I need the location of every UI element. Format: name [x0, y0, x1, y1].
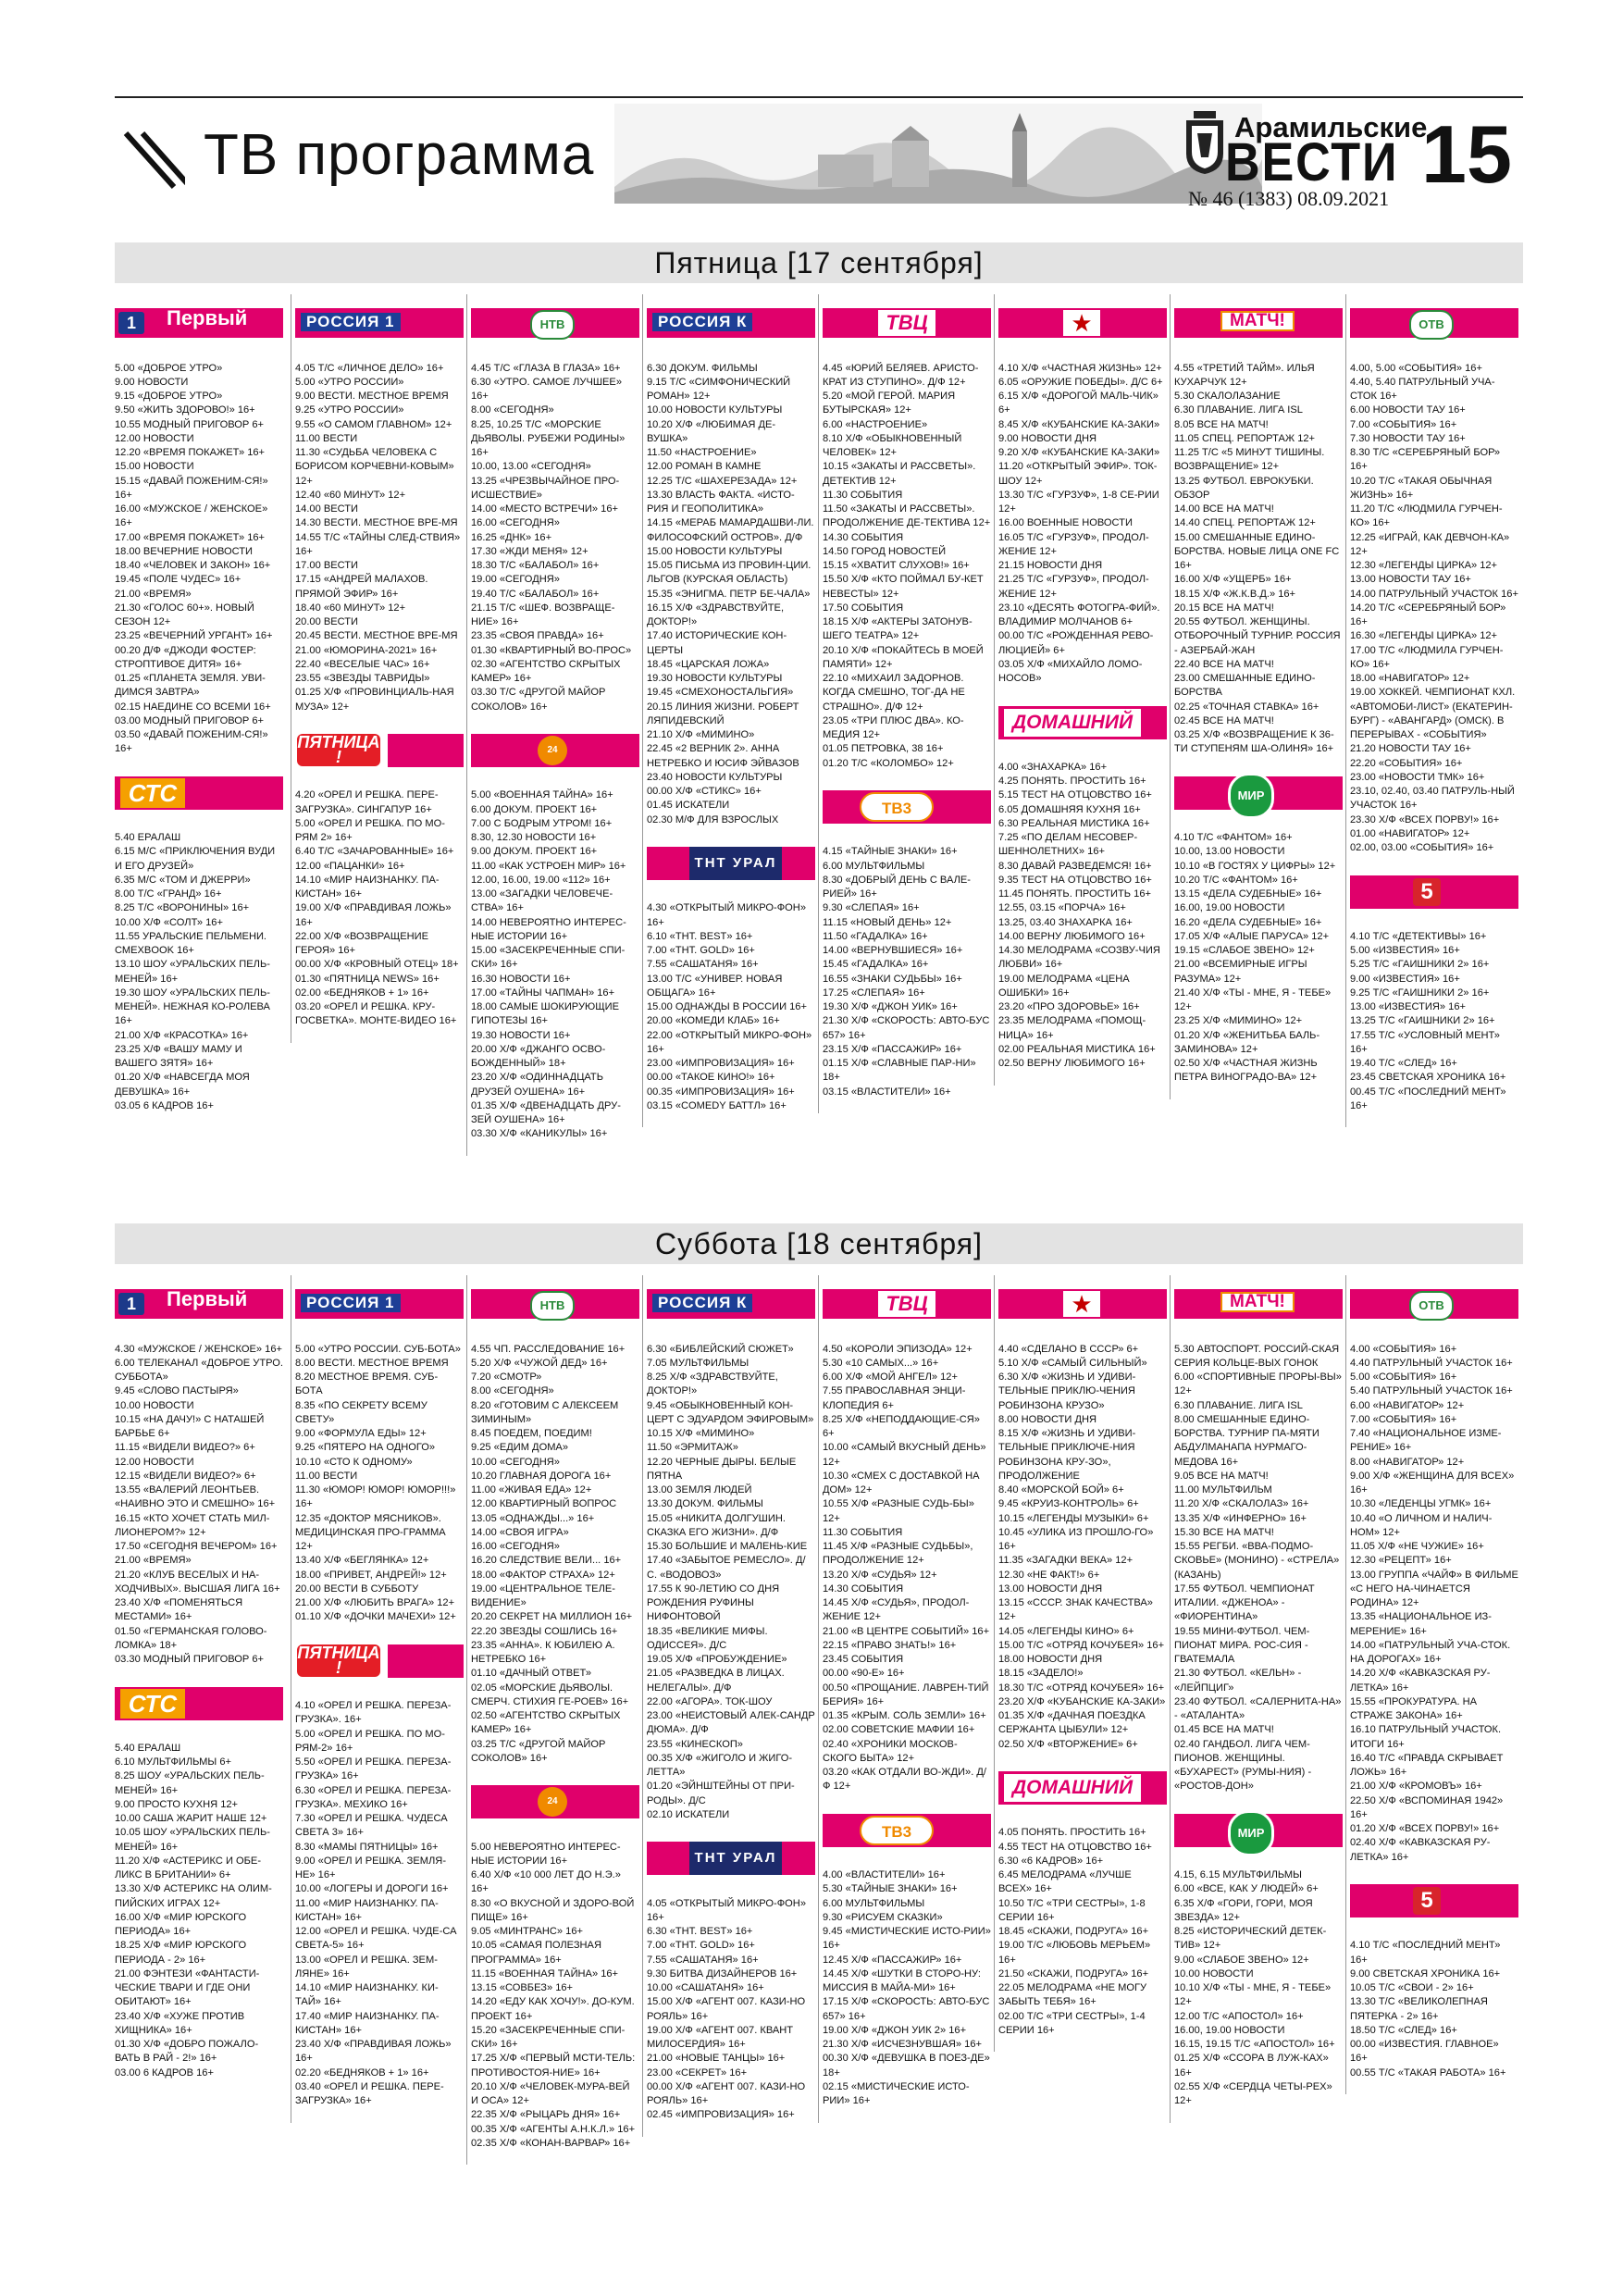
- channel-header-otv: [1350, 1289, 1518, 1319]
- channel-header-ren: [471, 1785, 639, 1818]
- schedule-text: 5.00 «ВОЕННАЯ ТАЙНА» 16+ 6.00 ДОКУМ. ПРОЕКТ 16+ 7.00 С БОДРЫМ УТРОМ! 16+ 8.30, 12.30 НОВОСТИ 16+ 9.00 ДОКУМ. ПРОЕКТ 16+ 11.00 «КАК УСТРОЕН МИР» 16+ 12.00, 16.00, 19.00 «112» 16+ 13.00 «ЗАГАДКИ ЧЕЛОВЕЧЕ-СТВА» 16+ 14.00 НЕВЕРОЯТНО ИНТЕРЕС-НЫЕ ИСТОРИИ 16+ 15.00 «ЗАСЕКРЕЧЕННЫЕ СПИ-СКИ» 16+ 16.30 НОВОСТИ 16+ 17.00 «ТАЙНЫ ЧАПМАН» 16+ 18.00 САМЫЕ ШОКИРУЮЩИЕ ГИПОТЕЗЫ 16+ 19.30 НОВОСТИ 16+ 20.00 Х/Ф «ДЖАНГО ОСВО-БОЖДЕННЫЙ» 18+ 23.20 Х/Ф «ОДИННАДЦАТЬ ДРУЗЕЙ ОУШЕНА» 16+ 01.35 Х/Ф «ДВЕНАДЦАТЬ ДРУ-ЗЕЙ ОУШЕНА» 16+ 03.30 Х/Ф «КАНИКУЛЫ» 16+: [471, 789, 626, 1140]
- schedule-text: 5.40 ЕРАЛАШ 6.10 МУЛЬТФИЛЬМЫ 6+ 8.25 ШОУ «УРАЛЬСКИХ ПЕЛЬ-МЕНЕЙ» 16+ 9.00 ПРОСТО КУХНЯ 12+ 10.00 САША ЖАРИТ НАШЕ 12+ 10.05 ШОУ «УРАЛЬСКИХ ПЕЛЬ-МЕНЕЙ» 16+ 11.20 Х/Ф «АСТЕРИКС И ОБЕ-ЛИКС В БРИТАНИИ» 6+ 13.30 Х/Ф АСТЕРИКС НА ОЛИМ-ПИЙСКИХ ИГРАХ 12+ 16.00 Х/Ф «МИР ЮРСКОГО ПЕРИОДА» 16+ 18.25 Х/Ф «МИР ЮРСКОГО ПЕРИОДА - 2» 16+ 21.00 ФЭНТЕЗИ «ФАНТАСТИ-ЧЕСКИЕ ТВАРИ И ГДЕ ОНИ ОБИТАЮТ» 16+ 23.40 Х/Ф «ХУЖЕ ПРОТИВ ХИЩНИКА» 16+ 01.30 Х/Ф «ДОБРО ПОЖАЛО-ВАТЬ В РАЙ - 2!» 16+ 03.00 6 КАДРОВ 16+: [115, 1742, 272, 2079]
- channel-name: МАТЧ!: [1220, 1292, 1295, 1311]
- channel-column: [818, 1275, 991, 2123]
- channel-header-zvezda: [998, 1289, 1167, 1319]
- schedule-text: 4.50 «КОРОЛИ ЭПИЗОДА» 12+ 5.30 «10 САМЫХ...» 16+ 6.00 Х/Ф «МОЙ АНГЕЛ» 12+ 7.55 ПРАВОСЛАВНАЯ ЭНЦИ-КЛОПЕДИЯ 6+ 8.25 Х/Ф «НЕПОДДАЮЩИЕ-СЯ» 6+ 10.00 «САМЫЙ ВКУСНЫЙ ДЕНЬ» 12+ 10.30 «СМЕХ С ДОСТАВКОЙ НА ДОМ» 12+ 10.55 Х/Ф «РАЗНЫЕ СУДЬ-БЫ» 12+ 11.30 СОБЫТИЯ 11.45 Х/Ф «РАЗНЫЕ СУДЬБЫ», ПРОДОЛЖЕНИЕ 12+ 13.20 Х/Ф «СУДЬЯ» 12+ 14.30 СОБЫТИЯ 14.45 Х/Ф «СУДЬЯ», ПРОДОЛ-ЖЕНИЕ 12+ 21.00 «В ЦЕНТРЕ СОБЫТИЙ» 16+ 22.15 «ПРАВО ЗНАТЬ!» 16+ 23.45 СОБЫТИЯ 00.00 «90-Е» 16+ 00.50 «ПРОЩАНИЕ. ЛАВРЕН-ТИЙ БЕРИЯ» 16+ 01.35 «КРЫМ. СОЛЬ ЗЕМЛИ» 16+ 02.00 СОВЕТСКИЕ МАФИИ 16+ 02.40 «ХРОНИКИ МОСКОВ-СКОГО БЫТА» 12+ 03.20 «КАК ОТДАЛИ ВО-ЖДИ». Д/Ф 12+: [823, 1343, 990, 1793]
- schedule-text: 4.00, 5.00 «СОБЫТИЯ» 16+ 4.40, 5.40 ПАТРУЛЬНЫЙ УЧА-СТОК 16+ 6.00 НОВОСТИ ТАУ 16+ 7.00 «СОБЫТИЯ» 16+ 7.30 НОВОСТИ ТАУ 16+ 8.30 Т/С «СЕРЕБРЯНЫЙ БОР» 16+ 10.20 Т/С «ТАКАЯ ОБЫЧНАЯ ЖИЗНЬ» 16+ 11.20 Т/С «ЛЮДМИЛА ГУРЧЕН-КО» 16+ 12.25 «ИГРАЙ, КАК ДЕВЧОН-КА» 12+ 12.30 «ЛЕГЕНДЫ ЦИРКА» 12+ 13.00 НОВОСТИ ТАУ 16+ 14.00 ПАТРУЛЬНЫЙ УЧАСТОК 16+ 14.20 Т/С «СЕРЕБРЯНЫЙ БОР» 16+ 16.30 «ЛЕГЕНДЫ ЦИРКА» 12+ 17.00 Т/С «ЛЮДМИЛА ГУРЧЕН-КО» 16+ 18.00 «НАВИГАТОР» 12+ 19.00 ХОККЕЙ. ЧЕМПИОНАТ КХЛ. «АВТОМОБИ-ЛИСТ» (ЕКАТЕРИН-БУРГ) - «АВАНГАРД» (ОМСК). В ПЕРЕРЫВАХ - «СОБЫТИЯ» 21.20 НОВОСТИ ТАУ 16+ 22.20 «СОБЫТИЯ» 16+ 23.00 «НОВОСТИ ТМК» 16+ 23.10, 02.40, 03.40 ПАТРУЛЬ-НЫЙ УЧАСТОК 16+ 23.30 Х/Ф «ВСЕХ ПОРВУ!» 16+ 01.00 «НАВИГАТОР» 12+ 02.00, 03.00 «СОБЫТИЯ» 16+: [1350, 362, 1518, 853]
- channel-one-logo-icon: 1: [118, 1293, 144, 1315]
- channel-header-russia1: [295, 1289, 464, 1319]
- schedule-text: 5.30 АВТОСПОРТ. РОССИЙ-СКАЯ СЕРИЯ КОЛЬЦЕ-ВЫХ ГОНОК 6.00 «СПОРТИВНЫЕ ПРОРЫ-ВЫ» 12+ 6.30 ПЛАВАНИЕ. ЛИГА ISL 8.00 СМЕШАННЫЕ ЕДИНО-БОРСТВА. ТУРНИР ПА-МЯТИ АБДУЛМАНАПА НУРМАГО-МЕДОВА 16+ 9.05 ВСЕ НА МАТЧ! 11.00 МУЛЬТФИЛЬМ 11.20 Х/Ф «СКАЛОЛАЗ» 16+ 13.35 Х/Ф «ИНФЕРНО» 16+ 15.30 ВСЕ НА МАТЧ! 15.55 РЕГБИ. «ВВА-ПОДМО-СКОВЬЕ» (МОНИНО) - «СТРЕЛА» (КАЗАНЬ) 17.55 ФУТБОЛ. ЧЕМПИОНАТ ИТАЛИИ. «ДЖЕНОА» - «ФИОРЕНТИНА» 19.55 МИНИ-ФУТБОЛ. ЧЕМ-ПИОНАТ МИРА. РОС-СИЯ - ГВАТЕМАЛА 21.30 ФУТБОЛ. «КЕЛЬН» - «ЛЕЙПЦИГ» 23.40 ФУТБОЛ. «САЛЕРНИТА-НА» - «АТАЛАНТА» 01.45 ВСЕ НА МАТЧ! 02.40 ГАНДБОЛ. ЛИГА ЧЕМ-ПИОНОВ. ЖЕНЩИНЫ. «БУХАРЕСТ» (РУМЫ-НИЯ) - «РОСТОВ-ДОН»: [1174, 1343, 1342, 1793]
- day-label: Суббота [18 сентября]: [654, 1227, 983, 1260]
- schedule-text: 4.55 ЧП. РАССЛЕДОВАНИЕ 16+ 5.20 Х/Ф «ЧУЖОЙ ДЕД» 16+ 7.20 «СМОТР» 8.00 «СЕГОДНЯ» 8.20 «ГОТОВИМ С АЛЕКСЕЕМ ЗИМИНЫМ» 8.45 ПОЕДЕМ, ПОЕДИМ! 9.25 «ЕДИМ ДОМА» 10.00 «СЕГОДНЯ» 10.20 ГЛАВНАЯ ДОРОГА 16+ 11.00 «ЖИВАЯ ЕДА» 12+ 12.00 КВАРТИРНЫЙ ВОПРОС 13.05 «ОДНАЖДЫ...» 16+ 14.00 «СВОЯ ИГРА» 16.00 «СЕГОДНЯ» 16.20 СЛЕДСТВИЕ ВЕЛИ... 16+ 18.00 «ФАКТОР СТРАХА» 12+ 19.00 «ЦЕНТРАЛЬНОЕ ТЕЛЕ-ВИДЕНИЕ» 20.20 СЕКРЕТ НА МИЛЛИОН 16+ 22.20 ЗВЕЗДЫ СОШЛИСЬ 16+ 23.35 «АННА». К ЮБИЛЕЮ А. НЕТРЕБКО 16+ 01.10 «ДАЧНЫЙ ОТВЕТ» 02.05 «МОРСКИЕ ДЬЯВОЛЫ. СМЕРЧ. СТИХИЯ ГЕ-РОЕВ» 16+ 02.50 «АГЕНТСТВО СКРЫТЫХ КАМЕР» 16+ 03.25 Т/С «ДРУГОЙ МАЙОР СОКОЛОВ» 16+: [471, 1343, 633, 1764]
- channel-column: [994, 1275, 1167, 2052]
- channel-column: [1345, 1275, 1518, 2094]
- channel-name: ТВЦ: [878, 1291, 935, 1317]
- channel-header-5: [1350, 875, 1518, 909]
- schedule-text: 4.30 «МУЖСКОЕ / ЖЕНСКОЕ» 16+ 6.00 ТЕЛЕКАНАЛ «ДОБРОЕ УТРО. СУББОТА» 9.45 «СЛОВО ПАСТЫРЯ» 10.00 НОВОСТИ 10.15 «НА ДАЧУ!» С НАТАШЕЙ БАРБЬЕ 6+ 11.15 «ВИДЕЛИ ВИДЕО?» 6+ 12.00 НОВОСТИ 12.15 «ВИДЕЛИ ВИДЕО?» 6+ 13.55 «ВАЛЕРИЙ ЛЕОНТЬЕВ. «НАИВНО ЭТО И СМЕШНО» 16+ 16.15 «КТО ХОЧЕТ СТАТЬ МИЛ-ЛИОНЕРОМ?» 12+ 17.50 «СЕГОДНЯ ВЕЧЕРОМ» 16+ 21.00 «ВРЕМЯ» 21.20 «КЛУБ ВЕСЕЛЫХ И НА-ХОДЧИВЫХ». ВЫСШАЯ ЛИГА 16+ 23.40 Х/Ф «ПОМЕНЯТЬСЯ МЕСТАМИ» 16+ 01.50 «ГЕРМАНСКАЯ ГОЛОВО-ЛОМКА» 18+ 03.30 МОДНЫЙ ПРИГОВОР 6+: [115, 1343, 283, 1665]
- channel-header-stc: [115, 1687, 283, 1720]
- channel-header-pyatnica: [295, 1644, 464, 1678]
- channel-column: [466, 294, 639, 1156]
- channel-name: РОССИЯ К: [652, 1294, 752, 1311]
- channel-name: ДОМАШНИЙ: [1004, 1774, 1141, 1802]
- channel-header-ntv: [471, 1289, 639, 1319]
- channel-header-domashny: [998, 1771, 1167, 1805]
- channel-name: РОССИЯ К: [652, 313, 752, 330]
- channel-name: НТВ: [530, 1291, 575, 1321]
- channel-header-tnt-ural: [647, 1842, 815, 1875]
- channel-column: [115, 1275, 283, 2094]
- channel-name: Первый: [167, 306, 248, 330]
- channel-name: ТВ3: [860, 792, 934, 822]
- channel-name: ТНТ УРАЛ: [689, 847, 782, 880]
- schedule-text: 4.40 «СДЕЛАНО В СССР» 6+ 5.10 Х/Ф «САМЫЙ СИЛЬНЫЙ» 6.30 Х/Ф «ЖИЗНЬ И УДИВИ-ТЕЛЬНЫЕ ПРИКЛЮ-ЧЕНИЯ РОБИНЗОНА КРУЗО» 8.00 НОВОСТИ ДНЯ 8.15 Х/Ф «ЖИЗНЬ И УДИВИ-ТЕЛЬНЫЕ ПРИКЛЮЧЕ-НИЯ РОБИНЗОНА КРУ-ЗО», ПРОДОЛЖЕНИЕ 8.40 «МОРСКОЙ БОЙ» 6+ 9.45 «КРУИЗ-КОНТРОЛЬ» 6+ 10.15 «ЛЕГЕНДЫ МУЗЫКИ» 6+ 10.45 «УЛИКА ИЗ ПРОШЛО-ГО» 16+ 11.35 «ЗАГАДКИ ВЕКА» 12+ 12.30 «НЕ ФАКТ!» 6+ 13.00 НОВОСТИ ДНЯ 13.15 «СССР. ЗНАК КАЧЕСТВА» 12+ 14.05 «ЛЕГЕНДЫ КИНО» 6+ 15.00 Т/С «ОТРЯД КОЧУБЕЯ» 16+ 18.00 НОВОСТИ ДНЯ 18.15 «ЗАДЕЛО!» 18.30 Т/С «ОТРЯД КОЧУБЕЯ» 16+ 23.20 Х/Ф «КУБАНСКИЕ КА-ЗАКИ» 01.35 Х/Ф «ДАЧНАЯ ПОЕЗДКА СЕРЖАНТА ЦЫБУЛИ» 12+ 02.50 Х/Ф «ВТОРЖЕНИЕ» 6+: [998, 1343, 1166, 1750]
- channel-name: 5: [1413, 1887, 1441, 1915]
- channel-header-tv3: [823, 1814, 991, 1847]
- day-bar-saturday: [115, 1223, 1523, 1264]
- page-header: [115, 91, 1523, 211]
- schedule-text: 4.45 Т/С «ГЛАЗА В ГЛАЗА» 16+ 6.30 «УТРО. САМОЕ ЛУЧШЕЕ» 16+ 8.00 «СЕГОДНЯ» 8.25, 10.25 Т/С «МОРСКИЕ ДЬЯВОЛЫ. РУБЕЖИ РОДИНЫ» 16+ 10.00, 13.00 «СЕГОДНЯ» 13.25 «ЧРЕЗВЫЧАЙНОЕ ПРО-ИСШЕСТВИЕ» 14.00 «МЕСТО ВСТРЕЧИ» 16+ 16.00 «СЕГОДНЯ» 16.25 «ДНК» 16+ 17.30 «ЖДИ МЕНЯ» 12+ 18.30 Т/С «БАЛАБОЛ» 16+ 19.00 «СЕГОДНЯ» 19.40 Т/С «БАЛАБОЛ» 16+ 21.15 Т/С «ШЕФ. ВОЗВРАЩЕ-НИЕ» 16+ 23.35 «СВОЯ ПРАВДА» 16+ 01.30 «КВАРТИРНЫЙ ВО-ПРОС» 02.30 «АГЕНТСТВО СКРЫТЫХ КАМЕР» 16+ 03.30 Т/С «ДРУГОЙ МАЙОР СОКОЛОВ» 16+: [471, 362, 632, 713]
- channel-name: МИР: [1228, 773, 1274, 819]
- star-icon: ★: [1063, 1291, 1100, 1317]
- schedule-text: 5.00 НЕВЕРОЯТНО ИНТЕРЕС-НЫЕ ИСТОРИИ 16+ 6.40 Х/Ф «10 000 ЛЕТ ДО Н.Э.» 16+ 8.30 «О ВКУСНОЙ И ЗДОРО-ВОЙ ПИЩЕ» 16+ 9.05 «МИНТРАНС» 16+ 10.05 «САМАЯ ПОЛЕЗНАЯ ПРОГРАММА» 16+ 11.15 «ВОЕННАЯ ТАЙНА» 16+ 13.15 «СОВБЕЗ» 16+ 14.20 «ЕДУ КАК ХОЧУ!». ДО-КУМ. ПРОЕКТ 16+ 15.20 «ЗАСЕКРЕЧЕННЫЕ СПИ-СКИ» 16+ 17.25 Х/Ф «ПЕРВЫЙ МСТИ-ТЕЛЬ: ПРОТИВОСТОЯ-НИЕ» 16+ 20.10 Х/Ф «ЧЕЛОВЕК-МУРА-ВЕЙ И ОСА» 12+ 22.35 Х/Ф «РЫЦАРЬ ДНЯ» 16+ 00.35 Х/Ф «АГЕНТЫ А.Н.К.Л.» 16+ 02.35 Х/Ф «КОНАН-ВАРВАР» 16+: [471, 1841, 636, 2149]
- channel-header-pervy: [115, 1289, 283, 1319]
- channel-name: СТС: [120, 1689, 185, 1719]
- channel-name: СТС: [120, 778, 185, 808]
- schedule-text: 4.20 «ОРЕЛ И РЕШКА. ПЕРЕ-ЗАГРУЗКА». СИНГАПУР 16+ 5.00 «ОРЕЛ И РЕШКА. ПО МО-РЯМ 2» 16+ 6.40 Т/С «ЗАЧАРОВАННЫЕ» 16+ 12.00 «ПАЦАНКИ» 16+ 14.10 «МИР НАИЗНАНКУ. ПА-КИСТАН» 16+ 19.00 Х/Ф «ПРАВДИВАЯ ЛОЖЬ» 16+ 22.00 Х/Ф «ВОЗВРАЩЕНИЕ ГЕРОЯ» 16+ 00.00 Х/Ф «КРОВНЫЙ ОТЕЦ» 18+ 01.30 «ПЯТНИЦА NEWS» 16+ 02.00 «БЕДНЯКОВ + 1» 16+ 03.20 «ОРЕЛ И РЕШКА. КРУ-ГОСВЕТКА». МОНТЕ-ВИДЕО 16+: [295, 789, 459, 1027]
- schedule-text: 4.15, 6.15 МУЛЬТФИЛЬМЫ 6.00 «ВСЕ, КАК У ЛЮДЕЙ» 6+ 6.35 Х/Ф «ГОРИ, ГОРИ, МОЯ ЗВЕЗДА» 12+ 8.25 «ИСТОРИЧЕСКИЙ ДЕТЕК-ТИВ» 12+ 9.00 «СЛАБОЕ ЗВЕНО» 12+ 10.00 НОВОСТИ 10.10 Х/Ф «ТЫ - МНЕ, Я - ТЕБЕ» 12+ 12.00 Т/С «АПОСТОЛ» 16+ 16.00, 19.00 НОВОСТИ 16.15, 19.15 Т/С «АПОСТОЛ» 16+ 01.25 Х/Ф «ССОРА В ЛУЖ-КАХ» 16+ 02.55 Х/Ф «СЕРДЦА ЧЕТЫ-РЕХ» 12+: [1174, 1869, 1335, 2106]
- schedule-text: 4.45 «ЮРИЙ БЕЛЯЕВ. АРИСТО-КРАТ ИЗ СТУПИНО». Д/Ф 12+ 5.20 «МОЙ ГЕРОЙ. МАРИЯ БУТЫРСКАЯ» 12+ 6.00 «НАСТРОЕНИЕ» 8.10 Х/Ф «ОБЫКНОВЕННЫЙ ЧЕЛОВЕК» 12+ 10.15 «ЗАКАТЫ И РАССВЕТЫ». ДЕТЕКТИВ 12+ 11.30 СОБЫТИЯ 11.50 «ЗАКАТЫ И РАССВЕТЫ». ПРОДОЛЖЕНИЕ ДЕ-ТЕКТИВА 12+ 14.30 СОБЫТИЯ 14.50 ГОРОД НОВОСТЕЙ 15.15 «ХВАТИТ СЛУХОВ!» 16+ 15.50 Х/Ф «КТО ПОЙМАЛ БУ-КЕТ НЕВЕСТЫ» 12+ 17.50 СОБЫТИЯ 18.15 Х/Ф «АКТЕРЫ ЗАТОНУВ-ШЕГО ТЕАТРА» 12+ 20.10 Х/Ф «ПОКАЙТЕСЬ В МОЕЙ ПАМЯТИ» 12+ 22.10 «МИХАИЛ ЗАДОРНОВ. КОГДА СМЕШНО, ТОГ-ДА НЕ СТРАШНО». Д/Ф 12+ 23.05 «ТРИ ПЛЮС ДВА». КО-МЕДИЯ 12+ 01.05 ПЕТРОВКА, 38 16+ 01.20 Т/С «КОЛОМБО» 12+: [823, 362, 991, 769]
- page-number: 15: [1421, 108, 1512, 200]
- star-icon: ★: [1063, 310, 1100, 336]
- channel-column: [642, 294, 815, 1127]
- channel-name: РОССИЯ 1: [301, 313, 401, 330]
- channel-header-match: [1174, 1289, 1343, 1319]
- schedule-text: 5.00 «ДОБРОЕ УТРО» 9.00 НОВОСТИ 9.15 «ДОБРОЕ УТРО» 9.50 «ЖИТЬ ЗДОРОВО!» 16+ 10.55 МОДНЫЙ ПРИГОВОР 6+ 12.00 НОВОСТИ 12.20 «ВРЕМЯ ПОКАЖЕТ» 16+ 15.00 НОВОСТИ 15.15 «ДАВАЙ ПОЖЕНИМ-СЯ!» 16+ 16.00 «МУЖСКОЕ / ЖЕНСКОЕ» 16+ 17.00 «ВРЕМЯ ПОКАЖЕТ» 16+ 18.00 ВЕЧЕРНИЕ НОВОСТИ 18.40 «ЧЕЛОВЕК И ЗАКОН» 16+ 19.45 «ПОЛЕ ЧУДЕС» 16+ 21.00 «ВРЕМЯ» 21.30 «ГОЛОС 60+». НОВЫЙ СЕЗОН 12+ 23.25 «ВЕЧЕРНИЙ УРГАНТ» 16+ 00.20 Д/Ф «ДЖОДИ ФОСТЕР: СТРОПТИВОЕ ДИТЯ» 16+ 01.25 «ПЛАНЕТА ЗЕМЛЯ. УВИ-ДИМСЯ ЗАВТРА» 02.15 НАЕДИНЕ СО ВСЕМИ 16+ 03.00 МОДНЫЙ ПРИГОВОР 6+ 03.50 «ДАВАЙ ПОЖЕНИМ-СЯ!» 16+: [115, 362, 273, 755]
- channel-name: ПЯТНИЦА!: [297, 733, 380, 766]
- channel-header-ren: [471, 734, 639, 767]
- schedule-text: 4.00 «ЗНАХАРКА» 16+ 4.25 ПОНЯТЬ. ПРОСТИТЬ 16+ 5.15 ТЕСТ НА ОТЦОВСТВО 16+ 6.05 ДОМАШНЯЯ КУХНЯ 16+ 6.30 РЕАЛЬНАЯ МИСТИКА 16+ 7.25 «ПО ДЕЛАМ НЕСОВЕР-ШЕННОЛЕТНИХ» 16+ 8.30 ДАВАЙ РАЗВЕДЕМСЯ! 16+ 9.35 ТЕСТ НА ОТЦОВСТВО 16+ 11.45 ПОНЯТЬ. ПРОСТИТЬ 16+ 12.55, 03.15 «ПОРЧА» 16+ 13.25, 03.40 ЗНАХАРКА 16+ 14.00 ВЕРНУ ЛЮБИМОГО 16+ 14.30 МЕЛОДРАМА «СОЗВУ-ЧИЯ ЛЮБВИ» 16+ 19.00 МЕЛОДРАМА «ЦЕНА ОШИБКИ» 16+ 23.20 «ПРО ЗДОРОВЬЕ» 16+ 23.35 МЕЛОДРАМА «ПОМОЩ-НИЦА» 16+ 02.00 РЕАЛЬНАЯ МИСТИКА 16+ 02.50 ВЕРНУ ЛЮБИМОГО 16+: [998, 761, 1160, 1069]
- top-rule: [115, 96, 1523, 98]
- channel-header-5: [1350, 1884, 1518, 1917]
- channel-header-tvc: [823, 308, 991, 338]
- channel-header-zvezda: [998, 308, 1167, 338]
- channel-name: ТВ3: [860, 1816, 934, 1845]
- channel-name: ПЯТНИЦА!: [297, 1643, 380, 1677]
- channel-header-pyatnica: [295, 734, 464, 767]
- channel-column: [291, 1275, 464, 2123]
- schedule-text: 4.15 «ТАЙНЫЕ ЗНАКИ» 16+ 6.00 МУЛЬТФИЛЬМЫ 8.30 «ДОБРЫЙ ДЕНЬ С ВАЛЕ-РИЕЙ» 16+ 9.30 «СЛЕПАЯ» 16+ 11.15 «НОВЫЙ ДЕНЬ» 12+ 11.50 «ГАДАЛКА» 16+ 14.00 «ВЕРНУВШИЕСЯ» 16+ 15.45 «ГАДАЛКА» 16+ 16.55 «ЗНАКИ СУДЬБЫ» 16+ 17.25 «СЛЕПАЯ» 16+ 19.30 Х/Ф «ДЖОН УИК» 16+ 21.30 Х/Ф «СКОРОСТЬ: АВТО-БУС 657» 16+ 23.15 Х/Ф «ПАССАЖИР» 16+ 01.15 Х/Ф «СЛАВНЫЕ ПАР-НИ» 18+ 03.15 «ВЛАСТИТЕЛИ» 16+: [823, 846, 990, 1098]
- day-label: Пятница [17 сентября]: [654, 246, 984, 279]
- channel-name: МАТЧ!: [1220, 311, 1295, 330]
- channel-header-tv3: [823, 790, 991, 824]
- channel-name: ТВЦ: [878, 310, 935, 336]
- channel-column: [1170, 1275, 1343, 2123]
- channel-column: [115, 294, 283, 1127]
- schedule-text: 4.55 «ТРЕТИЙ ТАЙМ». ИЛЬЯ КУХАРЧУК 12+ 5.30 СКАЛОЛАЗАНИЕ 6.30 ПЛАВАНИЕ. ЛИГА ISL 8.05 ВСЕ НА МАТЧ! 11.05 СПЕЦ. РЕПОРТАЖ 12+ 11.25 Т/С «5 МИНУТ ТИШИНЫ. ВОЗВРАЩЕНИЕ» 12+ 13.25 ФУТБОЛ. ЕВРОКУБКИ. ОБЗОР 14.00 ВСЕ НА МАТЧ! 14.40 СПЕЦ. РЕПОРТАЖ 12+ 15.00 СМЕШАННЫЕ ЕДИНО-БОРСТВА. НОВЫЕ ЛИЦА ONE FC 16+ 16.00 Х/Ф «УЩЕРБ» 16+ 18.15 Х/Ф «Ж.К.В.Д.» 16+ 20.15 ВСЕ НА МАТЧ! 20.55 ФУТБОЛ. ЖЕНЩИНЫ. ОТБОРОЧНЫЙ ТУРНИР. РОССИЯ - АЗЕРБАЙ-ЖАН 22.40 ВСЕ НА МАТЧ! 23.00 СМЕШАННЫЕ ЕДИНО-БОРСТВА 02.25 «ТОЧНАЯ СТАВКА» 16+ 02.45 ВСЕ НА МАТЧ! 03.25 Х/Ф «ВОЗВРАЩЕНИЕ К 36-ТИ СТУПЕНЯМ ША-ОЛИНЯ» 16+: [1174, 362, 1341, 755]
- schedule-text: 6.30 ДОКУМ. ФИЛЬМЫ 9.15 Т/С «СИМФОНИЧЕСКИЙ РОМАН» 12+ 10.00 НОВОСТИ КУЛЬТУРЫ 10.20 Х/Ф «ЛЮБИМАЯ ДЕ-ВУШКА» 11.50 «НАСТРОЕНИЕ» 12.00 РОМАН В КАМНЕ 12.25 Т/С «ШАХЕРЕЗАДА» 12+ 13.30 ВЛАСТЬ ФАКТА. «ИСТО-РИЯ И ГЕОПОЛИТИКА» 14.15 «МЕРАБ МАМАРДАШВИ-ЛИ. ФИЛОСОФСКИЙ ОСТРОВ». Д/Ф 15.00 НОВОСТИ КУЛЬТУРЫ 15.05 ПИСЬМА ИЗ ПРОВИН-ЦИИ. ЛЬГОВ (КУРСКАЯ ОБЛАСТЬ) 15.35 «ЭНИГМА. ПЕТР БЕ-ЧАЛА» 16.15 Х/Ф «ЗДРАВСТВУЙТЕ, ДОКТОР!» 17.40 ИСТОРИЧЕСКИЕ КОН-ЦЕРТЫ 18.45 «ЦАРСКАЯ ЛОЖА» 19.30 НОВОСТИ КУЛЬТУРЫ 19.45 «СМЕХОНОСТАЛЬГИЯ» 20.15 ЛИНИЯ ЖИЗНИ. РОБЕРТ ЛЯПИДЕВСКИЙ 21.10 Х/Ф «МИМИНО» 22.45 «2 ВЕРНИК 2». АННА НЕТРЕБКО И ЮСИФ ЭЙВАЗОВ 23.40 НОВОСТИ КУЛЬТУРЫ 00.00 Х/Ф «СТИКС» 16+ 01.45 ИСКАТЕЛИ 02.30 М/Ф ДЛЯ ВЗРОСЛЫХ: [647, 362, 814, 825]
- channel-header-stc: [115, 776, 283, 810]
- schedule-text: 4.05 «ОТКРЫТЫЙ МИКРО-ФОН» 16+ 6.30 «THT. BEST» 16+ 7.00 «THT. GOLD» 16+ 7.55 «САШАТАНЯ» 16+ 9.30 БИТВА ДИЗАЙНЕРОВ 16+ 10.00 «САШАТАНЯ» 16+ 15.00 Х/Ф «АГЕНТ 007. КАЗИ-НО РОЯЛЬ» 16+ 19.00 Х/Ф «АГЕНТ 007. КВАНТ МИЛОСЕРДИЯ» 16+ 21.00 «НОВЫЕ ТАНЦЫ» 16+ 23.00 «СЕКРЕТ» 16+ 00.00 Х/Ф «АГЕНТ 007. КАЗИ-НО РОЯЛЬ» 16+ 02.45 «ИМПРОВИЗАЦИЯ» 16+: [647, 1897, 806, 2121]
- schedule-text: 5.40 ЕРАЛАШ 6.15 М/С «ПРИКЛЮЧЕНИЯ ВУДИ И ЕГО ДРУЗЕЙ» 6.35 М/С «ТОМ И ДЖЕРРИ» 8.00 Т/С «ГРАНД» 16+ 8.25 Т/С «ВОРОНИНЫ» 16+ 10.00 Х/Ф «СОЛТ» 16+ 11.55 УРАЛЬСКИЕ ПЕЛЬМЕНИ. СМЕХBOOK 16+ 13.10 ШОУ «УРАЛЬСКИХ ПЕЛЬ-МЕНЕЙ» 16+ 19.30 ШОУ «УРАЛЬСКИХ ПЕЛЬ-МЕНЕЙ». НЕЖНАЯ КО-РОЛЕВА 16+ 21.00 Х/Ф «КРАСОТКА» 16+ 23.25 Х/Ф «ВАШУ МАМУ И ВАШЕГО ЗЯТЯ» 16+ 01.20 Х/Ф «НАВСЕГДА МОЯ ДЕВУШКА» 16+ 03.05 6 КАДРОВ 16+: [115, 832, 276, 1111]
- masthead-name: ВЕСТИ: [1225, 132, 1399, 192]
- channel-header-russia1: [295, 308, 464, 338]
- schedule-text: 4.00 «ВЛАСТИТЕЛИ» 16+ 5.30 «ТАЙНЫЕ ЗНАКИ» 16+ 6.00 МУЛЬТФИЛЬМЫ 9.30 «РИСУЕМ СКАЗКИ» 9.45 «МИСТИЧЕСКИЕ ИСТО-РИИ» 16+ 12.45 Х/Ф «ПАССАЖИР» 16+ 14.45 Х/Ф «ШУТКИ В СТОРО-НУ: МИССИЯ В МАЙА-МИ» 16+ 17.15 Х/Ф «СКОРОСТЬ: АВТО-БУС 657» 16+ 19.00 Х/Ф «ДЖОН УИК 2» 16+ 21.30 Х/Ф «ИСЧЕЗНУВШАЯ» 16+ 00.30 Х/Ф «ДЕВУШКА В ПОЕЗ-ДЕ» 18+ 02.15 «МИСТИЧЕСКИЕ ИСТО-РИИ» 16+: [823, 1869, 991, 2106]
- schedule-text: 4.10 Х/Ф «ЧАСТНАЯ ЖИЗНЬ» 12+ 6.05 «ОРУЖИЕ ПОБЕДЫ». Д/С 6+ 6.15 Х/Ф «ДОРОГОЙ МАЛЬ-ЧИК» 6+ 8.45 Х/Ф «КУБАНСКИЕ КА-ЗАКИ» 9.00 НОВОСТИ ДНЯ 9.20 Х/Ф «КУБАНСКИЕ КА-ЗАКИ» 11.20 «ОТКРЫТЫЙ ЭФИР». ТОК-ШОУ 12+ 13.30 Т/С «ГУРЗУФ», 1-8 СЕ-РИИ 12+ 16.00 ВОЕННЫЕ НОВОСТИ 16.05 Т/С «ГУРЗУФ», ПРОДОЛ-ЖЕНИЕ 12+ 21.15 НОВОСТИ ДНЯ 21.25 Т/С «ГУРЗУФ», ПРОДОЛ-ЖЕНИЕ 12+ 23.10 «ДЕСЯТЬ ФОТОГРА-ФИЙ». ВЛАДИМИР МОЛЧАНОВ 6+ 00.00 Т/С «РОЖДЕННАЯ РЕВО-ЛЮЦИЕЙ» 6+ 03.05 Х/Ф «МИХАЙЛО ЛОМО-НОСОВ»: [998, 362, 1163, 684]
- town-crest-icon: [1184, 111, 1225, 176]
- channel-column: [994, 294, 1167, 1086]
- schedule-grid-friday: [115, 294, 1523, 1220]
- channel-name: 24: [538, 1787, 567, 1817]
- schedule-text: 4.10 Т/С «ПОСЛЕДНИЙ МЕНТ» 16+ 9.00 СВЕТСКАЯ ХРОНИКА 16+ 10.05 Т/С «СВОИ - 2» 16+ 13.30 Т/С «ВЕЛИКОЛЕПНАЯ ПЯТЕРКА - 2» 16+ 18.50 Т/С «СЛЕД» 16+ 00.00 «ИЗВЕСТИЯ. ГЛАВНОЕ» 16+ 00.55 Т/С «ТАКАЯ РАБОТА» 16+: [1350, 1940, 1506, 2079]
- schedule-text: 6.30 «БИБЛЕЙСКИЙ СЮЖЕТ» 7.05 МУЛЬТФИЛЬМЫ 8.25 Х/Ф «ЗДРАВСТВУЙТЕ, ДОКТОР!» 9.45 «ОБЫКНОВЕННЫЙ КОН-ЦЕРТ С ЭДУАРДОМ ЭФИРОВЫМ» 10.15 Х/Ф «МИМИНО» 11.50 «ЭРМИТАЖ» 12.20 ЧЕРНЫЕ ДЫРЫ. БЕЛЫЕ ПЯТНА 13.00 ЗЕМЛЯ ЛЮДЕЙ 13.30 ДОКУМ. ФИЛЬМЫ 15.05 «НИКИТА ДОЛГУШИН. СКАЗКА ЕГО ЖИЗНИ». Д/Ф 15.30 БОЛЬШИЕ И МАЛЕНЬ-КИЕ 17.40 «ЗАБЫТОЕ РЕМЕСЛО». Д/С. «ВОДОВОЗ» 17.55 К 90-ЛЕТИЮ СО ДНЯ РОЖДЕНИЯ РУФИНЫ НИФОНТОВОЙ 18.35 «ВЕЛИКИЕ МИФЫ. ОДИССЕЯ». Д/С 19.05 Х/Ф «ПРОБУЖДЕНИЕ» 21.05 «РАЗВЕДКА В ЛИЦАХ. НЕЛЕГАЛЫ». Д/Ф 22.00 «АГОРА». ТОК-ШОУ 23.00 «НЕИСТОВЫЙ АЛЕК-САНДР ДЮМА». Д/Ф 23.55 «КИНЕСКОП» 00.35 Х/Ф «ЖИГОЛО И ЖИГО-ЛЕТТА» 01.20 «ЭЙНШТЕЙНЫ ОТ ПРИ-РОДЫ». Д/С 02.10 ИСКАТЕЛИ: [647, 1343, 815, 1820]
- schedule-text: 4.10 «ОРЕЛ И РЕШКА. ПЕРЕЗА-ГРУЗКА». 16+ 5.00 «ОРЕЛ И РЕШКА. ПО МО-РЯМ-2» 16+ 5.50 «ОРЕЛ И РЕШКА. ПЕРЕЗА-ГРУЗКА» 16+ 6.30 «ОРЕЛ И РЕШКА. ПЕРЕЗА-ГРУЗКА». МЕХИКО 16+ 7.30 «ОРЕЛ И РЕШКА. ЧУДЕСА СВЕТА 3» 16+ 8.30 «МАМЫ ПЯТНИЦЫ» 16+ 9.00 «ОРЕЛ И РЕШКА. ЗЕМЛЯ-НЕ» 16+ 10.00 «ЛОГЕРЫ И ДОРОГИ 16+ 11.00 «МИР НАИЗНАНКУ. ПА-КИСТАН» 16+ 12.00 «ОРЕЛ И РЕШКА. ЧУДЕ-СА СВЕТА-5» 16+ 13.00 «ОРЕЛ И РЕШКА. ЗЕМ-ЛЯНЕ» 16+ 14.10 «МИР НАИЗНАНКУ. КИ-ТАЙ» 16+ 17.40 «МИР НАИЗНАНКУ. ПА-КИСТАН» 16+ 23.40 Х/Ф «ПРАВДИВАЯ ЛОЖЬ» 16+ 02.20 «БЕДНЯКОВ + 1» 16+ 03.40 «ОРЕЛ И РЕШКА. ПЕРЕ-ЗАГРУЗКА» 16+: [295, 1700, 457, 2106]
- channel-header-match: [1174, 308, 1343, 338]
- channel-header-tnt-ural: [647, 847, 815, 880]
- channel-name: ОТВ: [1409, 310, 1454, 340]
- channel-name: 24: [538, 736, 567, 765]
- channel-header-russia-k: [647, 1289, 815, 1319]
- channel-header-tvc: [823, 1289, 991, 1319]
- newspaper-masthead: [1170, 98, 1521, 209]
- channel-header-mir: [1174, 1814, 1343, 1847]
- channel-name: ТНТ УРАЛ: [689, 1842, 782, 1875]
- masthead-town: Арамильские: [1234, 111, 1428, 143]
- channel-header-russia-k: [647, 308, 815, 338]
- channel-header-otv: [1350, 308, 1518, 338]
- channel-column: [466, 1275, 639, 2165]
- schedule-text: 4.10 Т/С «ФАНТОМ» 16+ 10.00, 13.00 НОВОСТИ 10.10 «В ГОСТЯХ У ЦИФРЫ» 12+ 10.20 Т/С «ФАНТОМ» 16+ 13.15 «ДЕЛА СУДЕБНЫЕ» 16+ 16.00, 19.00 НОВОСТИ 16.20 «ДЕЛА СУДЕБНЫЕ» 16+ 17.05 Х/Ф «АЛЫЕ ПАРУСА» 12+ 19.15 «СЛАБОЕ ЗВЕНО» 12+ 21.00 «ВСЕМИРНЫЕ ИГРЫ РАЗУМА» 12+ 21.40 Х/Ф «ТЫ - МНЕ, Я - ТЕБЕ» 12+ 23.25 Х/Ф «МИМИНО» 12+ 01.20 Х/Ф «ЖЕНИТЬБА БАЛЬ-ЗАМИНОВА» 12+ 02.50 Х/Ф «ЧАСТНАЯ ЖИЗНЬ ПЕТРА ВИНОГРАДО-ВА» 12+: [1174, 832, 1336, 1084]
- town-photo: [614, 104, 1262, 204]
- channel-column: [818, 294, 991, 1113]
- channel-name: ДОМАШНИЙ: [1004, 709, 1141, 737]
- day-bar-friday: [115, 242, 1523, 283]
- channel-header-pervy: [115, 308, 283, 338]
- schedule-text: 4.10 Т/С «ДЕТЕКТИВЫ» 16+ 5.00 «ИЗВЕСТИЯ» 16+ 5.25 Т/С «ГАИШНИКИ 2» 16+ 9.00 «ИЗВЕСТИЯ» 16+ 9.25 Т/С «ГАИШНИКИ 2» 16+ 13.00 «ИЗВЕСТИЯ» 16+ 13.25 Т/С «ГАИШНИКИ 2» 16+ 17.55 Т/С «УСЛОВНЫЙ МЕНТ» 16+ 19.40 Т/С «СЛЕД» 16+ 23.45 СВЕТСКАЯ ХРОНИКА 16+ 00.45 Т/С «ПОСЛЕДНИЙ МЕНТ» 16+: [1350, 930, 1506, 1111]
- schedule-text: 4.05 Т/С «ЛИЧНОЕ ДЕЛО» 16+ 5.00 «УТРО РОССИИ» 9.00 ВЕСТИ. МЕСТНОЕ ВРЕМЯ 9.25 «УТРО РОССИИ» 9.55 «О САМОМ ГЛАВНОМ» 12+ 11.00 ВЕСТИ 11.30 «СУДЬБА ЧЕЛОВЕКА С БОРИСОМ КОРЧЕВНИ-КОВЫМ» 12+ 12.40 «60 МИНУТ» 12+ 14.00 ВЕСТИ 14.30 ВЕСТИ. МЕСТНОЕ ВРЕ-МЯ 14.55 Т/С «ТАЙНЫ СЛЕД-СТВИЯ» 16+ 17.00 ВЕСТИ 17.15 «АНДРЕЙ МАЛАХОВ. ПРЯМОЙ ЭФИР» 16+ 18.40 «60 МИНУТ» 12+ 20.00 ВЕСТИ 20.45 ВЕСТИ. МЕСТНОЕ ВРЕ-МЯ 21.00 «ЮМОРИНА-2021» 16+ 22.40 «ВЕСЕЛЫЕ ЧАС» 16+ 23.55 «ЗВЕЗДЫ ТАВРИДЫ» 01.25 Х/Ф «ПРОВИНЦИАЛЬ-НАЯ МУЗА» 12+: [295, 362, 461, 713]
- channel-column: [291, 294, 464, 1043]
- channel-column: [642, 1275, 815, 2137]
- schedule-text: 5.00 «УТРО РОССИИ. СУБ-БОТА» 8.00 ВЕСТИ. МЕСТНОЕ ВРЕМЯ 8.20 МЕСТНОЕ ВРЕМЯ. СУБ-БОТА 8.35 «ПО СЕКРЕТУ ВСЕМУ СВЕТУ» 9.00 «ФОРМУЛА ЕДЫ» 12+ 9.25 «ПЯТЕРО НА ОДНОГО» 10.10 «СТО К ОДНОМУ» 11.00 ВЕСТИ 11.30 «ЮМОР! ЮМОР! ЮМОР!!!» 16+ 12.35 «ДОКТОР МЯСНИКОВ». МЕДИЦИНСКАЯ ПРО-ГРАММА 12+ 13.40 Х/Ф «БЕГЛЯНКА» 12+ 18.00 «ПРИВЕТ, АНДРЕЙ!» 12+ 20.00 ВЕСТИ В СУББОТУ 21.00 Х/Ф «ЛЮБИТЬ ВРАГА» 12+ 01.10 Х/Ф «ДОЧКИ МАЧЕХИ» 12+: [295, 1343, 461, 1623]
- channel-name: НТВ: [530, 310, 575, 340]
- schedule-grid-saturday: [115, 1275, 1523, 2284]
- channel-column: [1170, 294, 1343, 1099]
- schedule-text: 4.00 «СОБЫТИЯ» 16+ 4.40 ПАТРУЛЬНЫЙ УЧАСТОК 16+ 5.00 «СОБЫТИЯ» 16+ 5.40 ПАТРУЛЬНЫЙ УЧАСТОК 16+ 6.00 «НАВИГАТОР» 12+ 7.00 «СОБЫТИЯ» 16+ 7.40 «НАЦИОНАЛЬНОЕ ИЗМЕ-РЕНИЕ» 16+ 8.00 «НАВИГАТОР» 12+ 9.00 Х/Ф «ЖЕНЩИНА ДЛЯ ВСЕХ» 16+ 10.30 «ЛЕДЕНЦЫ УГМК» 16+ 10.40 «О ЛИЧНОМ И НАЛИЧ-НОМ» 12+ 11.05 Х/Ф «НЕ ЧУЖИЕ» 16+ 12.30 «РЕЦЕПТ» 16+ 13.00 ГРУППА «ЧАЙФ» В ФИЛЬМЕ «С НЕГО НА-ЧИНАЕТСЯ РОДИНА» 12+ 13.35 «НАЦИОНАЛЬНОЕ ИЗ-МЕРЕНИЕ» 16+ 14.00 «ПАТРУЛЬНЫЙ УЧА-СТОК. НА ДОРОГАХ» 16+ 14.20 Х/Ф «КАВКАЗСКАЯ РУ-ЛЕТКА» 16+ 15.55 «ПРОКУРАТУРА. НА СТРАЖЕ ЗАКОНА» 16+ 16.10 ПАТРУЛЬНЫЙ УЧАСТОК. ИТОГИ 16+ 16.40 Т/С «ПРАВДА СКРЫВАЕТ ЛОЖЬ» 16+ 21.00 Х/Ф «КРОМОВЪ» 16+ 22.50 Х/Ф «ВСПОМИНАЯ 1942» 16+ 01.20 Х/Ф «ВСЕХ ПОРВУ!» 16+ 02.40 Х/Ф «КАВКАЗСКАЯ РУ-ЛЕТКА» 16+: [1350, 1343, 1518, 1863]
- double-slash-icon: [120, 128, 185, 192]
- page-title: ТВ программа: [204, 123, 595, 187]
- channel-name: МИР: [1228, 1810, 1274, 1856]
- channel-header-ntv: [471, 308, 639, 338]
- channel-header-mir: [1174, 776, 1343, 810]
- channel-name: ОТВ: [1409, 1291, 1454, 1321]
- channel-name: Первый: [167, 1287, 248, 1311]
- channel-header-domashny: [998, 706, 1167, 739]
- channel-column: [1345, 294, 1518, 1127]
- channel-one-logo-icon: 1: [118, 312, 144, 334]
- schedule-text: 4.30 «ОТКРЫТЫЙ МИКРО-ФОН» 16+ 6.10 «THT. BEST» 16+ 7.00 «THT. GOLD» 16+ 7.55 «САШАТАНЯ» 16+ 13.00 Т/С «УНИВЕР. НОВАЯ ОБЩАГА» 16+ 15.00 ОДНАЖДЫ В РОССИИ 16+ 20.00 «КОМЕДИ КЛАБ» 16+ 22.00 «ОТКРЫТЫЙ МИКРО-ФОН» 16+ 23.00 «ИМПРОВИЗАЦИЯ» 16+ 00.00 «ТАКОЕ КИНО!» 16+ 00.35 «ИМПРОВИЗАЦИЯ» 16+ 03.15 «COMEDY БАТТЛ» 16+: [647, 902, 812, 1111]
- channel-name: 5: [1413, 878, 1441, 906]
- issue-info: № 46 (1383) 08.09.2021: [1188, 187, 1390, 210]
- schedule-text: 4.05 ПОНЯТЬ. ПРОСТИТЬ 16+ 4.55 ТЕСТ НА ОТЦОВСТВО 16+ 6.30 «6 КАДРОВ» 16+ 6.45 МЕЛОДРАМА «ЛУЧШЕ ВСЕХ» 16+ 10.50 Т/С «ТРИ СЕСТРЫ», 1-8 СЕРИИ 16+ 18.45 «СКАЖИ, ПОДРУГА» 16+ 19.00 Т/С «ЛЮБОВЬ МЕРЬЕМ» 16+ 21.50 «СКАЖИ, ПОДРУГА» 16+ 22.05 МЕЛОДРАМА «НЕ МОГУ ЗАБЫТЬ ТЕБЯ» 16+ 02.00 Т/С «ТРИ СЕСТРЫ», 1-4 СЕРИИ 16+: [998, 1827, 1152, 2036]
- channel-name: РОССИЯ 1: [301, 1294, 401, 1311]
